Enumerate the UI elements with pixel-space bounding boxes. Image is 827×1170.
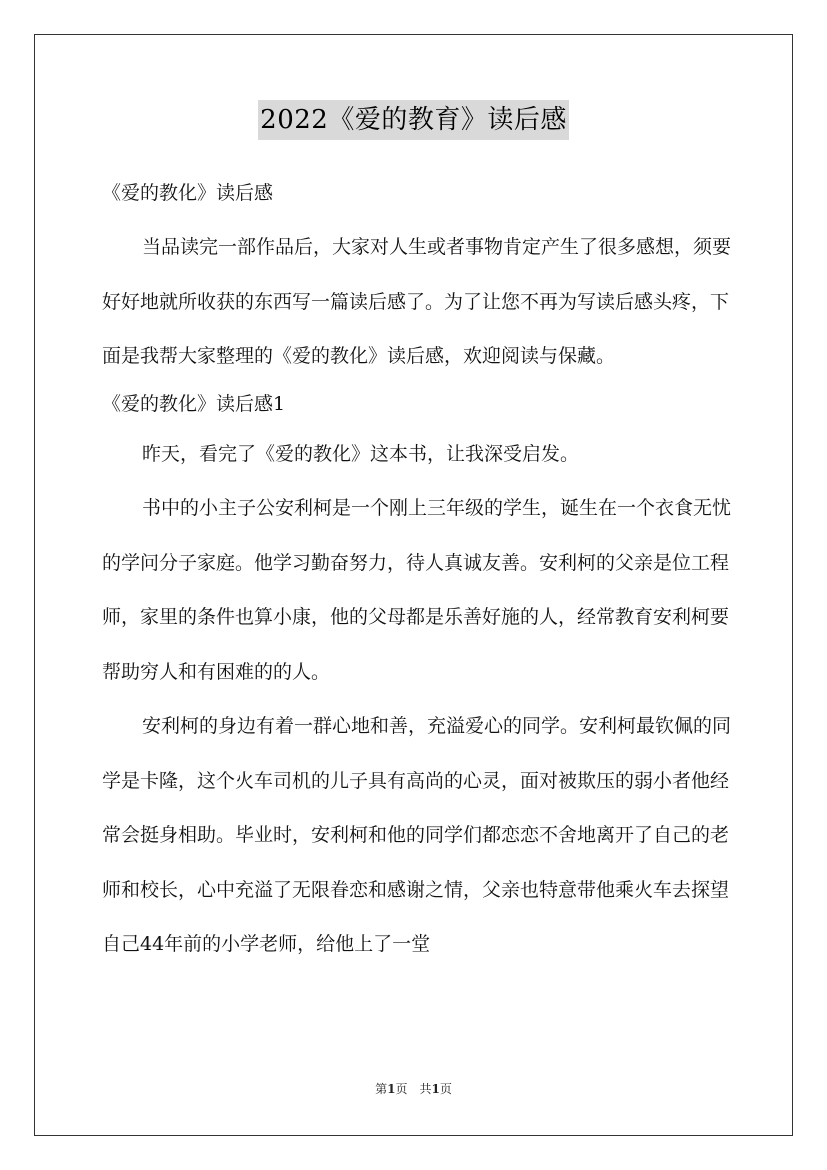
document-subtitle: 《爱的教化》读后感 <box>102 182 274 204</box>
document-body <box>102 171 742 972</box>
section-heading: 《爱的教化》读后感1 <box>102 392 286 415</box>
footer-page-mid: 页 共 <box>395 1082 432 1096</box>
body-paragraph-2: 书中的小主子公安利柯是一个刚上三年级的学生，诞生在一个衣食无忧的学问分子家庭。他学习勤奋努力，待人真诚友善。安利柯的父亲是位工程师，家里的条件也算小康，他的父母都是乐善好施的人，经常教育安利柯要帮助穷人和有困难的的人。 <box>102 497 732 683</box>
page-footer <box>0 1080 827 1097</box>
document-title: 2022《爱的教育》读后感 <box>258 100 569 140</box>
footer-page-prefix: 第 <box>375 1082 388 1096</box>
intro-paragraph: 当品读完一部作品后，大家对人生或者事物肯定产生了很多感想，须要好好地就所收获的东西写一篇读后感了。为了让您不再为写读后感头疼，下面是我帮大家整理的《爱的教化》读后感，欢迎阅读与保藏。 <box>102 236 732 367</box>
title-container <box>0 100 827 140</box>
footer-total-pages: 1 <box>431 1082 440 1096</box>
footer-page-number: 1 <box>387 1082 396 1096</box>
body-paragraph-3: 安利柯的身边有着一群心地和善，充溢爱心的同学。安利柯最钦佩的同学是卡隆，这个火车司机的儿子具有高尚的心灵，面对被欺压的弱小者他经常会挺身相助。毕业时，安利柯和他的同学们都恋恋不舍地离开了自己的老师和校长，心中充溢了无限眷恋和感谢之情，父亲也特意带他乘火车去探望自己44年前的小学老师，给他上了一堂 <box>102 715 732 955</box>
body-paragraph-1: 昨天，看完了《爱的教化》这本书，让我深受启发。 <box>142 442 580 465</box>
footer-page-suffix: 页 <box>439 1082 452 1096</box>
